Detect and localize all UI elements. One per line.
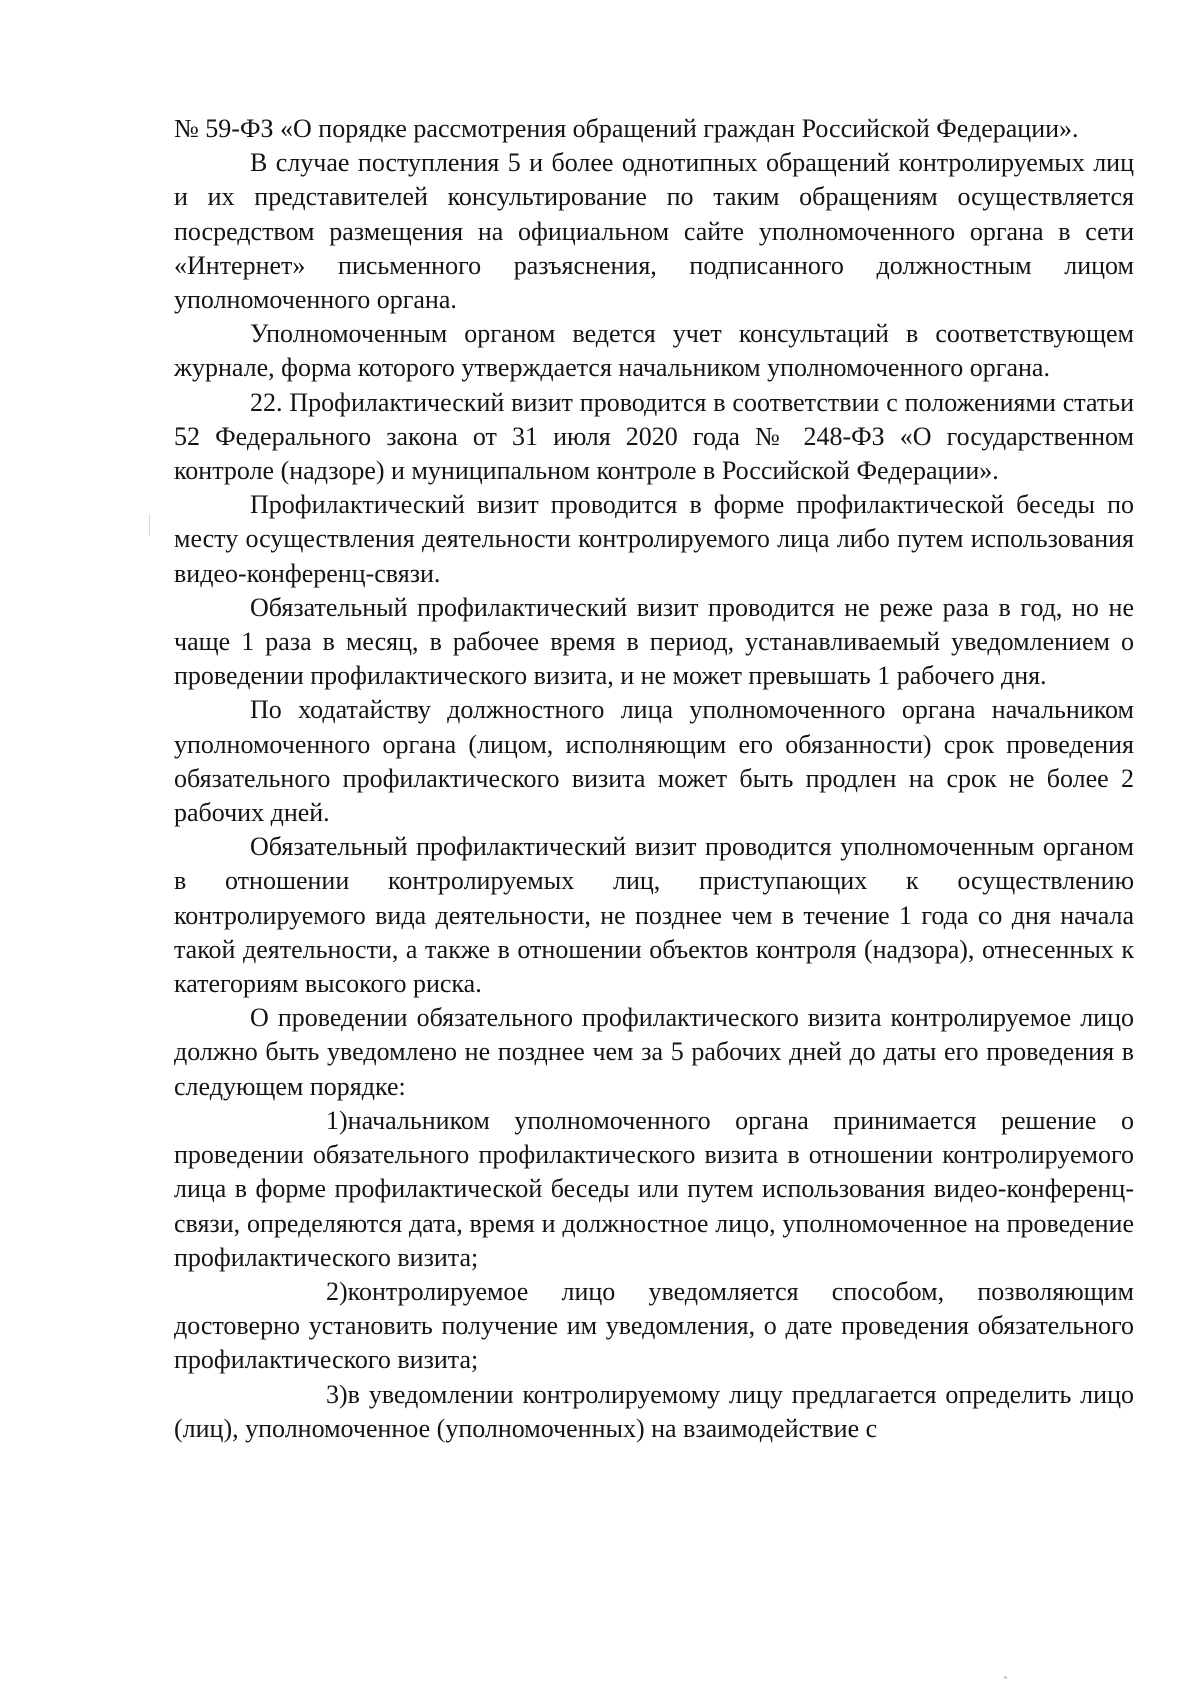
paragraph-mandatory-visit-subjects: Обязательный профилактический визит проводится уполномоченным органом в отношении контролируемых лиц, приступающих к осуществлению контролируемого вида деятельности, не позднее чем в течение 1 года со дня начала такой деятельности, а также в отношении объектов контроля (надзора), отнесенных к категориям высокого риска. (174, 832, 1134, 999)
paragraph-notification-order: О проведении обязательного профилактического визита контролируемое лицо должно быть уведомлено не позднее чем за 5 рабочих дней до даты его проведения в следующем порядке: (174, 1003, 1134, 1101)
list-item-text: начальником уполномоченного органа принимается решение о проведении обязательного профилактического визита в отношении контролируемого лица в форме профилактической беседы или путем использования видео-конференц-связи, определяются дата, время и должностное лицо, уполномоченное на проведение профилактического визита; (174, 1105, 1134, 1272)
document-page (174, 112, 1134, 1446)
list-item-3 (174, 1378, 1134, 1446)
list-item-number: 3) (326, 1379, 348, 1409)
paragraph-mandatory-visit-frequency: Обязательный профилактический визит проводится не реже раза в год, но не чаще 1 раза в месяц, в рабочее время в период, устанавливаемый уведомлением о проведении профилактического визита, и не может превышать 1 рабочего дня. (174, 592, 1134, 691)
list-item-1 (174, 1104, 1134, 1275)
paragraph-22-preventive-visit: 22. Профилактический визит проводится в соответствии с положениями статьи 52 Федерального закона от 31 июля 2020 года № 248-ФЗ «О государственном контроле (надзоре) и муниципальном контроле в Российской Федерации». (174, 387, 1134, 486)
paragraph-visit-form: Профилактический визит проводится в форме профилактической беседы по месту осуществления деятельности контролируемого лица либо путем использования видео-конференц-связи. (174, 490, 1134, 588)
list-item-number: 1) (326, 1105, 348, 1135)
paragraph-continuation: № 59-ФЗ «О порядке рассмотрения обращений граждан Российской Федерации». (174, 114, 1079, 143)
paragraph-visit-extension: По ходатайству должностного лица уполномоченного органа начальником уполномоченного органа (лицом, исполняющим его обязанности) срок проведения обязательного профилактического визита может быть продлен на срок не более 2 рабочих дней. (174, 695, 1134, 828)
list-item-text: в уведомлении контролируемому лицу предлагается определить лицо (лиц), уполномоченное (уполномоченных) на взаимодействие с (174, 1379, 1134, 1443)
scan-dot-mark (1004, 1676, 1007, 1679)
paragraph-similar-appeals: В случае поступления 5 и более однотипных обращений контролируемых лиц и их представителей консультирование по таким обращениям осуществляется посредством размещения на официальном сайте уполномоченного органа в сети «Интернет» письменного разъяснения, подписанного должностным лицом уполномоченного органа. (174, 148, 1134, 315)
list-item-text: контролируемое лицо уведомляется способом, позволяющим достоверно установить получение им уведомления, о дате проведения обязательного профилактического визита; (174, 1276, 1134, 1375)
paragraph-consultation-log: Уполномоченным органом ведется учет консультаций в соответствующем журнале, форма которого утверждается начальником уполномоченного органа. (174, 319, 1134, 383)
list-item-number: 2) (326, 1276, 348, 1306)
list-item-2 (174, 1275, 1134, 1378)
scan-edge-mark (149, 514, 150, 536)
